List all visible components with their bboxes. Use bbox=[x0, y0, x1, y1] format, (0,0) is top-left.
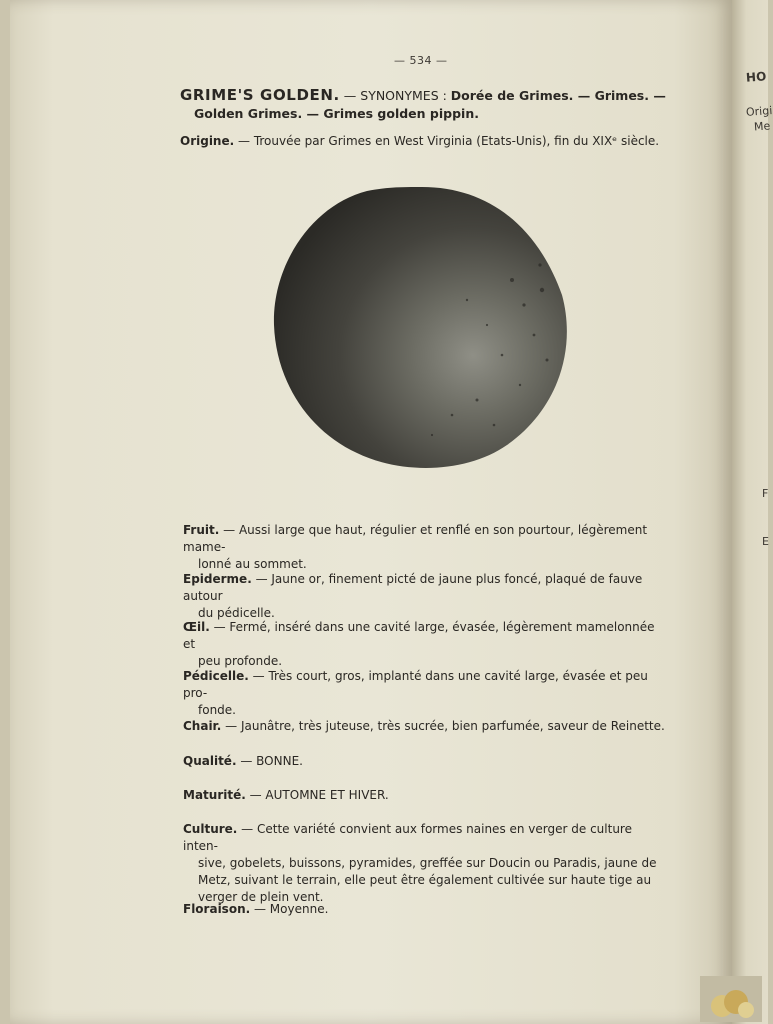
pedicelle-line2: fonde. bbox=[198, 703, 236, 717]
origin-line bbox=[180, 134, 659, 148]
epiderme-line2: du pédicelle. bbox=[198, 606, 275, 620]
section-floraison bbox=[183, 901, 665, 918]
section-fruit bbox=[183, 522, 665, 573]
next-page-title-fragment: HO bbox=[745, 69, 767, 85]
qualite-label: Qualité. bbox=[183, 754, 237, 768]
section-pedicelle bbox=[183, 668, 665, 719]
culture-label: Culture. bbox=[183, 822, 238, 836]
fruit-line1: — Aussi large que haut, régulier et renflé en son pourtour, légèrement mame- bbox=[183, 523, 648, 554]
origin-label: Origine. bbox=[180, 134, 235, 148]
next-page-line2: Me bbox=[753, 119, 771, 134]
section-maturite bbox=[183, 787, 665, 804]
culture-line3: Metz, suivant le terrain, elle peut être également cultivée sur haute tige au bbox=[198, 873, 652, 887]
maturite-line1: — AUTOMNE ET HIVER. bbox=[245, 788, 389, 802]
floraison-label: Floraison. bbox=[183, 902, 251, 916]
fruit-thumbnail-icon bbox=[700, 976, 762, 1022]
next-page-line1: Origi bbox=[745, 104, 773, 119]
apple-photo bbox=[272, 185, 572, 475]
section-epiderme bbox=[183, 571, 665, 622]
next-page-edge bbox=[732, 0, 773, 1024]
qualite-line1: — BONNE. bbox=[236, 754, 303, 768]
fruit-label: Fruit. bbox=[183, 523, 220, 537]
apple-illustration bbox=[272, 185, 572, 475]
section-culture bbox=[183, 821, 665, 906]
chair-line1: — Jaunâtre, très juteuse, très sucrée, bien parfumée, saveur de Reinette. bbox=[221, 719, 665, 733]
chair-label: Chair. bbox=[183, 719, 222, 733]
oeil-line2: peu profonde. bbox=[198, 654, 283, 668]
section-chair bbox=[183, 718, 665, 735]
oeil-label: Œil. bbox=[183, 620, 210, 634]
book-page bbox=[10, 0, 732, 1024]
oeil-line1: — Fermé, inséré dans une cavité large, évasée, légèrement mamelonnée et bbox=[183, 620, 655, 651]
culture-line4: verger de plein vent. bbox=[198, 890, 324, 904]
fruit-line2: lonné au sommet. bbox=[198, 557, 307, 571]
synonyms-intro: — SYNONYMES : bbox=[339, 88, 451, 103]
maturite-label: Maturité. bbox=[183, 788, 246, 802]
synonyms-line1: Dorée de Grimes. — Grimes. — bbox=[450, 88, 666, 103]
next-page-marker-e: E bbox=[762, 535, 769, 548]
corner-thumbnail bbox=[700, 976, 762, 1022]
epiderme-label: Epiderme. bbox=[183, 572, 252, 586]
epiderme-line1: — Jaune or, finement picté de jaune plus foncé, plaqué de fauve autour bbox=[183, 572, 643, 603]
synonyms-line2: Golden Grimes. — Grimes golden pippin. bbox=[194, 106, 479, 121]
section-oeil bbox=[183, 619, 665, 670]
culture-line1: — Cette variété convient aux formes naines en verger de culture inten- bbox=[183, 822, 632, 853]
pedicelle-label: Pédicelle. bbox=[183, 669, 249, 683]
variety-title: GRIME'S GOLDEN. bbox=[180, 86, 340, 104]
next-page-marker-f: F bbox=[762, 487, 769, 500]
origin-text: — Trouvée par Grimes en West Virginia (Etats-Unis), fin du XIXᵉ siècle. bbox=[234, 134, 660, 148]
page-number: — 534 — bbox=[394, 54, 448, 67]
floraison-line1: — Moyenne. bbox=[250, 902, 329, 916]
section-qualite bbox=[183, 753, 665, 770]
culture-line2: sive, gobelets, buissons, pyramides, greffée sur Doucin ou Paradis, jaune de bbox=[198, 856, 657, 870]
variety-header bbox=[180, 86, 670, 123]
pedicelle-line1: — Très court, gros, implanté dans une cavité large, évasée et peu pro- bbox=[183, 669, 648, 700]
